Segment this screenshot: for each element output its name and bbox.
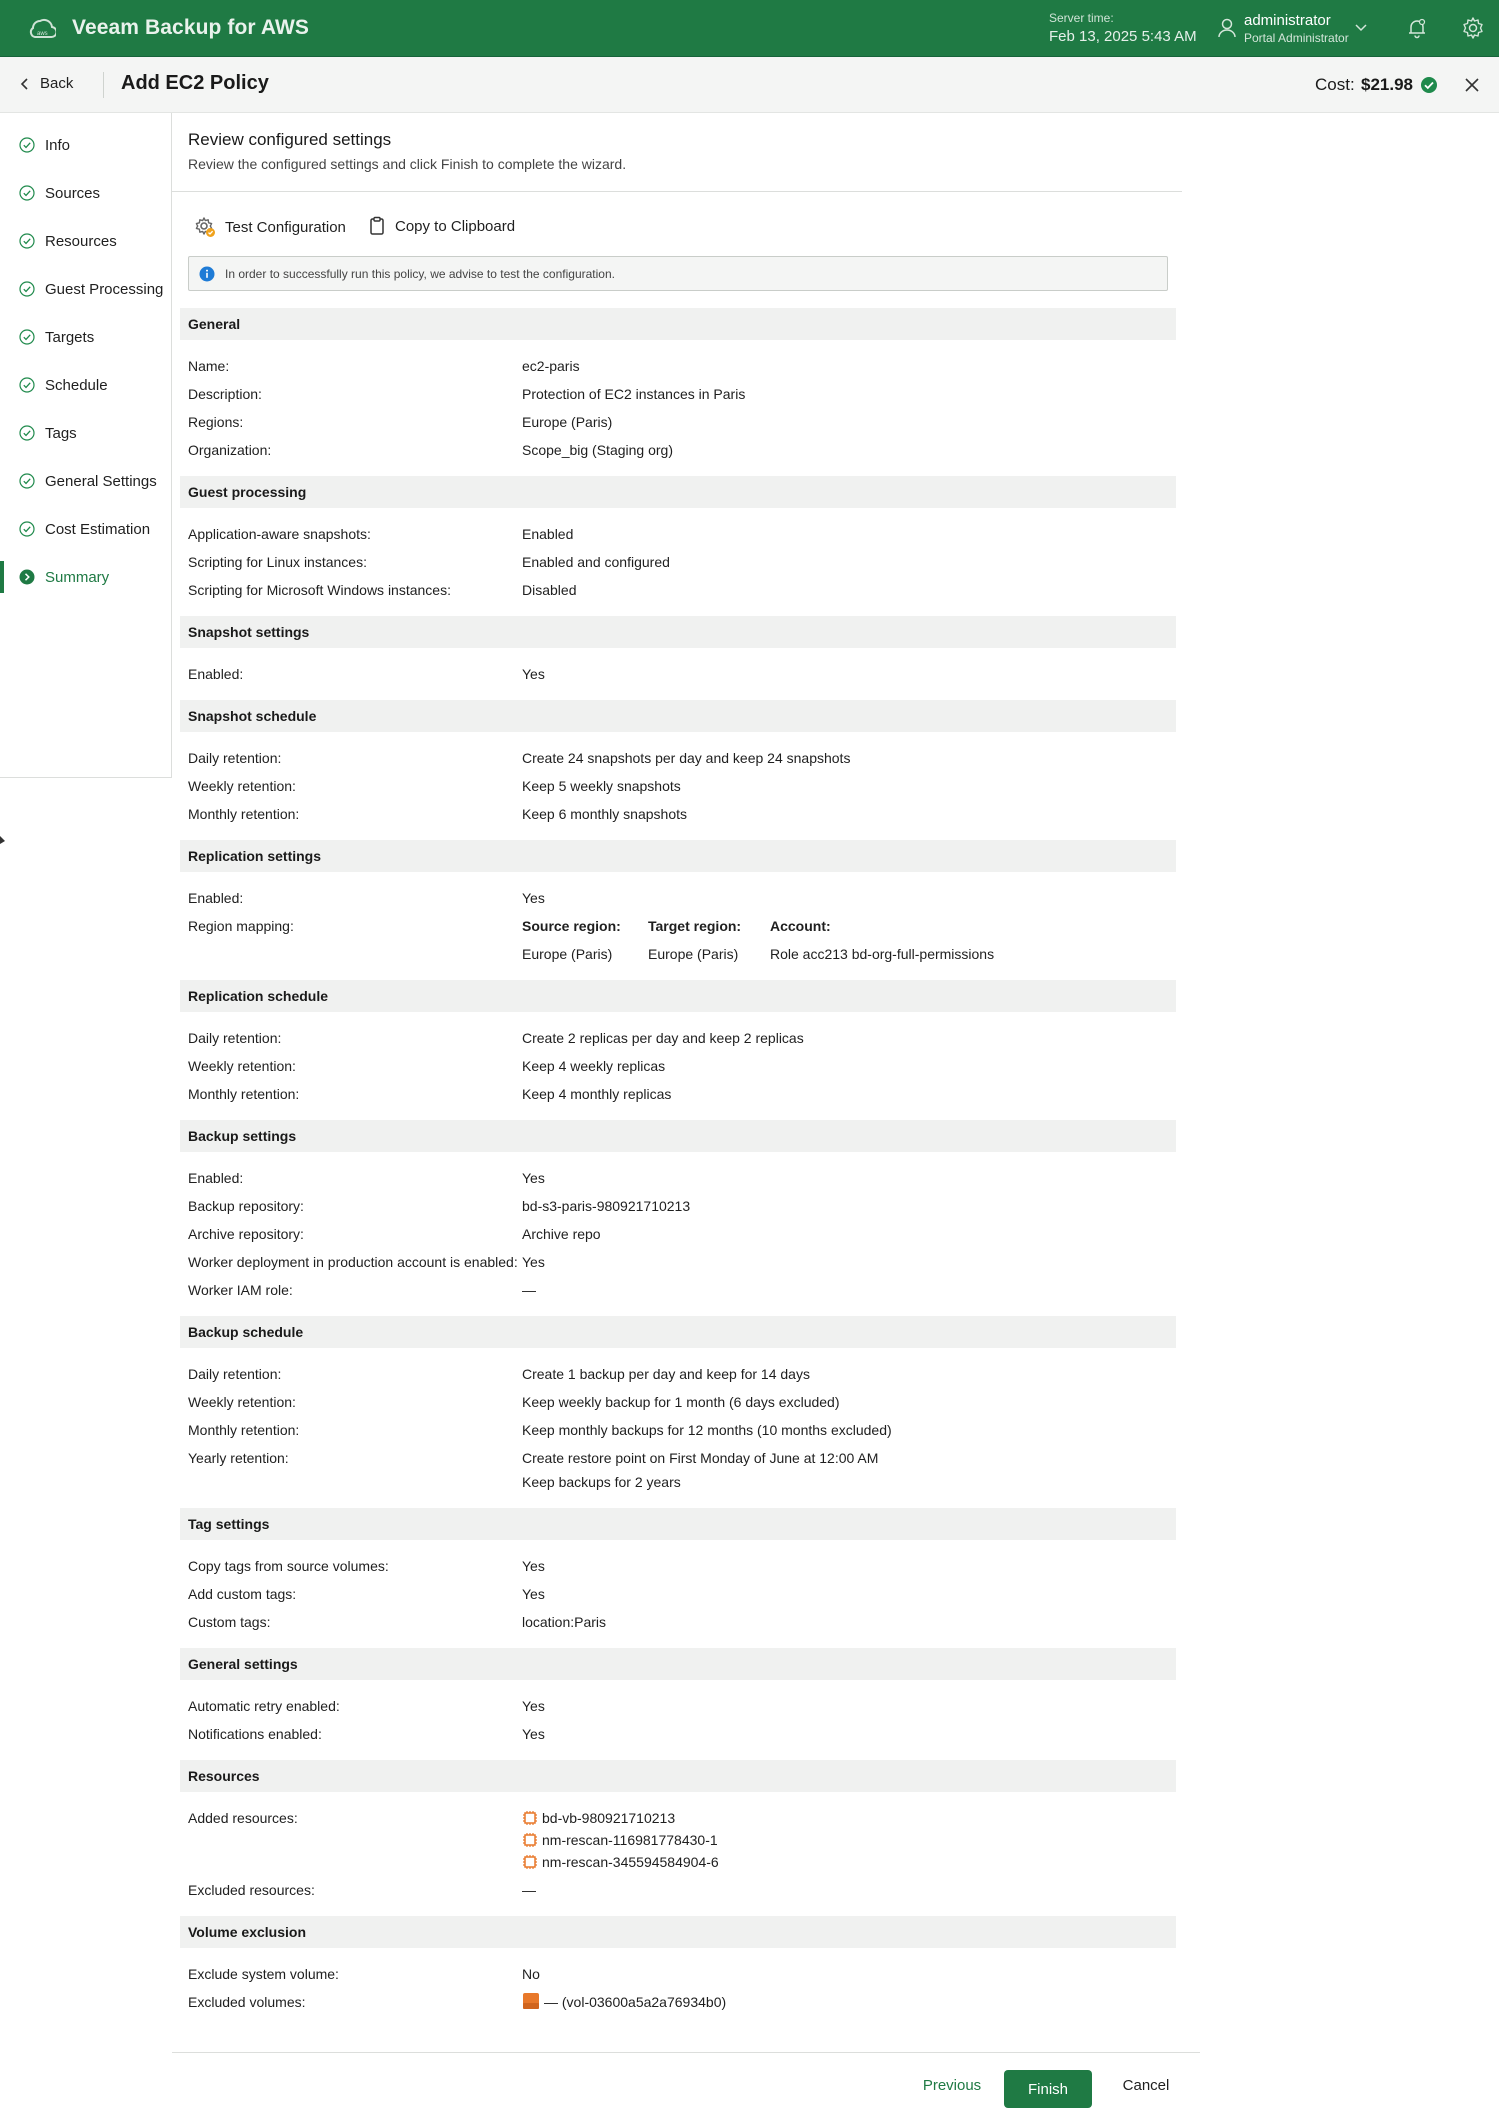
field-value: Create 2 replicas per day and keep 2 replicas: [522, 1030, 804, 1046]
ec2-instance-icon: [522, 1810, 538, 1826]
cancel-button[interactable]: Cancel: [1108, 2070, 1184, 2100]
field-label: Monthly retention:: [188, 806, 300, 822]
mapping-cell-account: Role acc213 bd-org-full-permissions: [770, 946, 995, 962]
field-label: Notifications enabled:: [188, 1726, 322, 1742]
footer-divider: [172, 2052, 1200, 2053]
sidebar-item-guest-processing[interactable]: [0, 265, 171, 313]
check-circle-icon: [19, 233, 35, 249]
sidebar-item-label: Resources: [45, 232, 117, 250]
field-label: Excluded resources:: [188, 1882, 315, 1898]
sidebar-item-resources[interactable]: [0, 217, 171, 265]
excluded-volume-item: [522, 1992, 726, 2010]
user-icon[interactable]: [1216, 17, 1238, 39]
field-label: Daily retention:: [188, 750, 282, 766]
field-label: Daily retention:: [188, 1366, 282, 1382]
divider: [172, 191, 1182, 192]
top-bar: [0, 0, 1499, 57]
check-circle-icon: [19, 377, 35, 393]
header-divider: [103, 72, 104, 98]
copy-to-clipboard-button[interactable]: [368, 216, 515, 236]
field-label: Enabled:: [188, 666, 244, 682]
check-circle-icon: [19, 281, 35, 297]
field-label: Application-aware snapshots:: [188, 526, 371, 542]
previous-button[interactable]: Previous: [912, 2070, 992, 2100]
back-label: Back: [40, 75, 74, 92]
sidebar-item-label: Guest Processing: [45, 280, 164, 298]
field-value: Yes: [522, 1586, 545, 1602]
gear-check-icon: [194, 216, 216, 238]
field-value: Yes: [522, 1726, 545, 1742]
field-label: Description:: [188, 386, 262, 402]
user-role: Portal Administrator: [1244, 31, 1349, 45]
sidebar-item-label: Cost Estimation: [45, 520, 151, 538]
resource-item: [522, 1810, 675, 1826]
check-circle-icon: [19, 521, 35, 537]
field-value: Scope_big (Staging org): [522, 442, 673, 458]
cost-value: $21.98: [1361, 75, 1413, 94]
cost-label: Cost:: [1315, 75, 1355, 94]
cursor-mark: [0, 836, 6, 844]
mapping-cell-source: Europe (Paris): [522, 946, 613, 962]
finish-button[interactable]: Finish: [1004, 2070, 1092, 2108]
sidebar-item-sources[interactable]: [0, 169, 171, 217]
field-value: Archive repo: [522, 1226, 601, 1242]
section-header-guest-processing: Guest processing: [180, 476, 1176, 508]
field-value: Protection of EC2 instances in Paris: [522, 386, 746, 402]
field-label: Daily retention:: [188, 1030, 282, 1046]
resource-item: [522, 1854, 719, 1870]
sidebar-item-info[interactable]: [0, 121, 171, 169]
sidebar-item-targets[interactable]: [0, 313, 171, 361]
check-circle-icon: [19, 473, 35, 489]
mapping-cell-target: Europe (Paris): [648, 946, 739, 962]
app-title: Veeam Backup for AWS: [72, 16, 309, 39]
resource-name: nm-rescan-345594584904-6: [542, 1854, 719, 1870]
field-label: Automatic retry enabled:: [188, 1698, 340, 1714]
field-label: Backup repository:: [188, 1198, 304, 1214]
section-header-resources: Resources: [180, 1760, 1176, 1792]
field-label: Enabled:: [188, 1170, 244, 1186]
field-value: Yes: [522, 1170, 545, 1186]
field-value: Create 1 backup per day and keep for 14 days: [522, 1366, 810, 1382]
field-label: Worker deployment in production account is enabled:: [188, 1254, 518, 1270]
resource-name: bd-vb-980921710213: [542, 1810, 676, 1826]
field-value: —: [522, 1882, 536, 1898]
page-title: Add EC2 Policy: [121, 72, 269, 94]
field-value: bd-s3-paris-980921710213: [522, 1198, 691, 1214]
section-header-tag-settings: Tag settings: [180, 1508, 1176, 1540]
check-circle-icon: [19, 185, 35, 201]
info-icon: [199, 266, 215, 282]
field-label: Weekly retention:: [188, 1058, 296, 1074]
ec2-instance-icon: [522, 1854, 538, 1870]
section-header-general-settings: General settings: [180, 1648, 1176, 1680]
field-label: Name:: [188, 358, 230, 374]
back-button[interactable]: [20, 75, 73, 92]
chevron-down-icon[interactable]: [1354, 22, 1368, 32]
field-label: Weekly retention:: [188, 778, 296, 794]
section-header-replication-settings: Replication settings: [180, 840, 1176, 872]
page-section-title: Review configured settings: [188, 130, 392, 149]
mapping-header-target: Target region:: [648, 918, 742, 934]
field-value: —: [522, 1282, 536, 1298]
field-label: Worker IAM role:: [188, 1282, 293, 1298]
field-value: Yes: [522, 666, 545, 682]
sidebar-item-tags[interactable]: [0, 409, 171, 457]
field-value: ec2-paris: [522, 358, 580, 374]
field-label: Excluded volumes:: [188, 1994, 306, 2010]
field-label: Custom tags:: [188, 1614, 271, 1630]
sidebar-item-cost-estimation[interactable]: [0, 505, 171, 553]
field-label: Regions:: [188, 414, 244, 430]
close-icon[interactable]: [1463, 76, 1481, 94]
field-value: Disabled: [522, 582, 577, 598]
field-label: Scripting for Microsoft Windows instances:: [188, 582, 451, 598]
field-label: Copy tags from source volumes:: [188, 1558, 389, 1574]
field-label: Exclude system volume:: [188, 1966, 339, 1982]
field-label: Add custom tags:: [188, 1586, 297, 1602]
svg-text:aws: aws: [37, 31, 48, 37]
chevron-left-icon: [20, 77, 30, 91]
field-value: Create restore point on First Monday of June at 12:00 AM: [522, 1450, 879, 1466]
check-circle-icon: [19, 137, 35, 153]
copy-to-clipboard-label: Copy to Clipboard: [395, 217, 516, 235]
section-header-snapshot-schedule: Snapshot schedule: [180, 700, 1176, 732]
excluded-volume-name: — (vol-03600a5a2a76934b0): [544, 1994, 727, 2010]
field-value: Create 24 snapshots per day and keep 24 snapshots: [522, 750, 851, 766]
field-label: Organization:: [188, 442, 272, 458]
field-value: Yes: [522, 890, 545, 906]
section-header-volume-exclusion: Volume exclusion: [180, 1916, 1176, 1948]
sidebar-item-label: Sources: [45, 184, 101, 202]
check-circle-icon: [19, 329, 35, 345]
field-label: Enabled:: [188, 890, 244, 906]
resource-item: [522, 1832, 718, 1848]
test-configuration-button[interactable]: [194, 216, 346, 238]
field-value: Yes: [522, 1698, 545, 1714]
field-label: Added resources:: [188, 1810, 298, 1826]
wizard-header: [0, 57, 1499, 113]
field-value: Keep 5 weekly snapshots: [522, 778, 681, 794]
sidebar-item-summary[interactable]: [0, 553, 171, 601]
field-value: Europe (Paris): [522, 414, 613, 430]
sidebar-item-general-settings[interactable]: [0, 457, 171, 505]
field-value: Enabled: [522, 526, 574, 542]
veeam-cloud-logo: [26, 14, 56, 42]
field-label: Region mapping:: [188, 918, 294, 934]
field-value: Keep monthly backups for 12 months (10 months excluded): [522, 1422, 892, 1438]
info-message: In order to successfully run this policy, we advise to test the configuration.: [225, 267, 615, 281]
section-header-snapshot-settings: Snapshot settings: [180, 616, 1176, 648]
sidebar-item-label: Schedule: [45, 376, 108, 394]
wizard-steps-sidebar: [0, 113, 172, 778]
section-header-backup-schedule: Backup schedule: [180, 1316, 1176, 1348]
field-value: location:Paris: [522, 1614, 607, 1630]
server-time-value: Feb 13, 2025 5:43 AM: [1049, 28, 1197, 45]
field-label: Weekly retention:: [188, 1394, 296, 1410]
section-header-replication-schedule: Replication schedule: [180, 980, 1176, 1012]
resource-name: nm-rescan-116981778430-1: [542, 1832, 718, 1848]
field-value: Yes: [522, 1254, 545, 1270]
sidebar-item-label: General Settings: [45, 472, 157, 490]
field-value: Keep 6 monthly snapshots: [522, 806, 687, 822]
field-label: Monthly retention:: [188, 1422, 300, 1438]
mapping-header-source: Source region:: [522, 918, 621, 934]
field-value: Yes: [522, 1558, 545, 1574]
field-value: Keep weekly backup for 1 month (6 days excluded): [522, 1394, 840, 1410]
field-value-continued: Keep backups for 2 years: [522, 1474, 681, 1490]
field-label: Yearly retention:: [188, 1450, 289, 1466]
section-header-backup-settings: Backup settings: [180, 1120, 1176, 1152]
page-section-subtitle: Review the configured settings and click Finish to complete the wizard.: [188, 156, 627, 172]
check-circle-icon: [19, 425, 35, 441]
ec2-instance-icon: [522, 1832, 538, 1848]
gear-icon[interactable]: [1461, 16, 1485, 40]
sidebar-item-label: Tags: [45, 424, 77, 442]
arrow-right-circle-icon: [19, 569, 35, 585]
field-label: Archive repository:: [188, 1226, 304, 1242]
bell-icon[interactable]: [1406, 17, 1428, 39]
mapping-header-account: Account:: [770, 918, 831, 934]
clipboard-icon: [368, 216, 386, 236]
info-banner: [188, 256, 1168, 291]
field-value: Keep 4 weekly replicas: [522, 1058, 666, 1074]
sidebar-item-label: Targets: [45, 328, 95, 346]
sidebar-item-label: Summary: [45, 568, 110, 586]
field-value: Keep 4 monthly replicas: [522, 1086, 672, 1102]
sidebar-item-schedule[interactable]: [0, 361, 171, 409]
user-name[interactable]: administrator: [1244, 12, 1331, 29]
field-label: Monthly retention:: [188, 1086, 300, 1102]
sidebar-item-label: Info: [45, 136, 71, 154]
section-header-general: General: [180, 308, 1176, 340]
field-value: Enabled and configured: [522, 554, 670, 570]
check-circle-icon: [1420, 76, 1438, 94]
test-configuration-label: Test Configuration: [225, 218, 346, 236]
server-time-label: Server time:: [1049, 11, 1114, 25]
field-value: No: [522, 1966, 540, 1982]
field-label: Scripting for Linux instances:: [188, 554, 367, 570]
ebs-volume-icon: [522, 1992, 540, 2010]
